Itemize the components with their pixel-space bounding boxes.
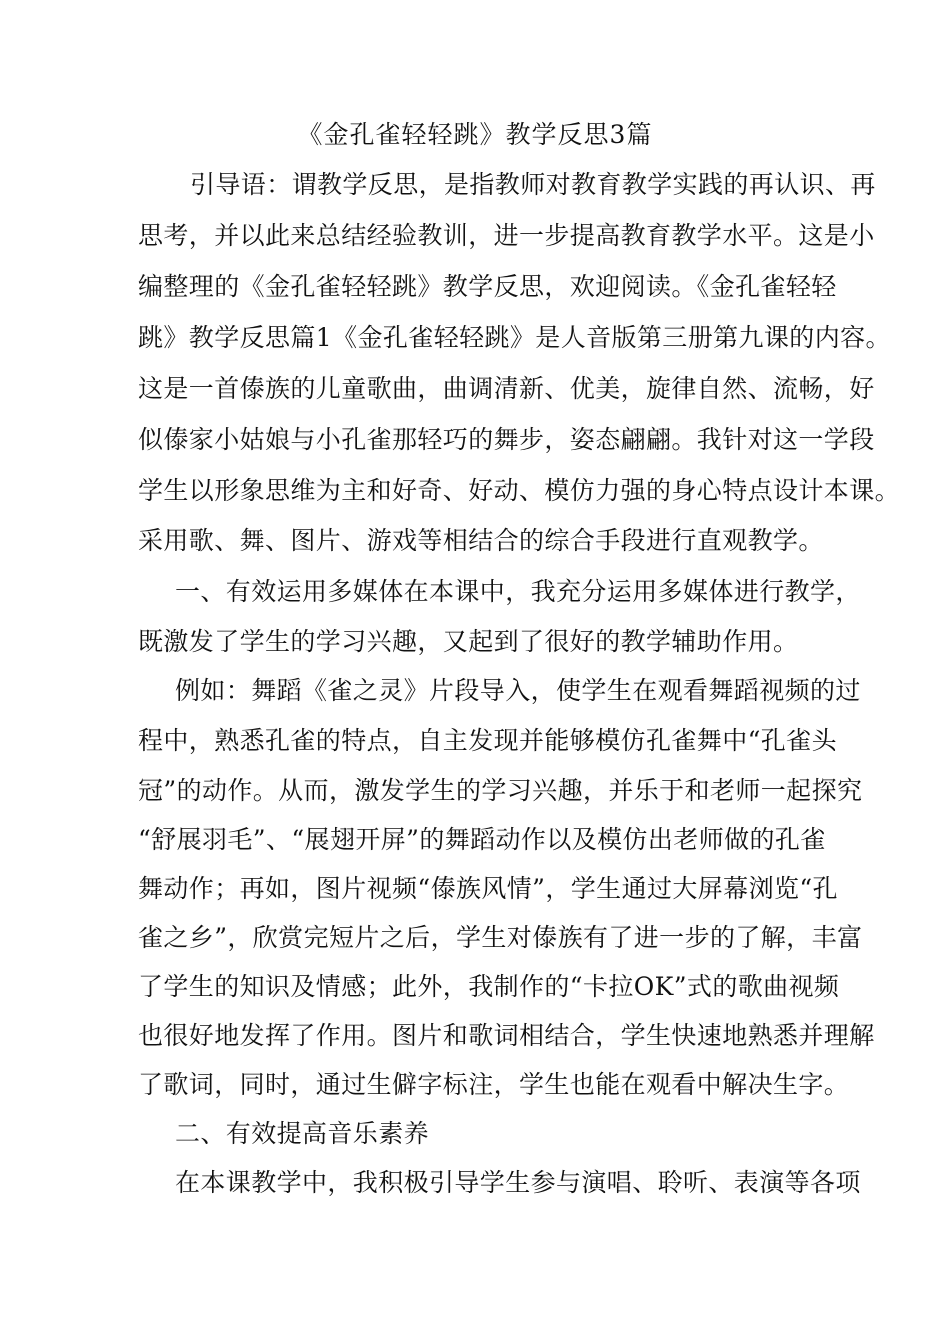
paragraph-line: 一、有效运用多媒体在本课中，我充分运用多媒体进行教学， [175,577,861,606]
paragraph-line: 雀之乡”，欣赏完短片之后，学生对傣族有了进一步的了解，丰富 [138,923,863,952]
paragraph-line: 学生以形象思维为主和好奇、好动、模仿力强的身心特点设计本课。 [138,476,901,505]
paragraph-line: 思考，并以此来总结经验教训，进一步提高教育教学水平。这是小 [138,221,875,250]
paragraph-line: 冠”的动作。从而，激发学生的学习兴趣，并乐于和老师一起探究 [138,776,863,805]
paragraph-line: 了歌词，同时，通过生僻字标注，学生也能在观看中解决生字。 [138,1070,850,1099]
paragraph-line: 既激发了学生的学习兴趣，又起到了很好的教学辅助作用。 [138,627,799,656]
paragraph-line: 舞动作；再如，图片视频“傣族风情”，学生通过大屏幕浏览“孔 [138,874,838,903]
paragraph-line: 程中，熟悉孔雀的特点，自主发现并能够模仿孔雀舞中“孔雀头 [138,726,837,755]
paragraph-line: 也很好地发挥了作用。图片和歌词相结合，学生快速地熟悉并理解 [138,1021,875,1050]
paragraph-line: 采用歌、舞、图片、游戏等相结合的综合手段进行直观教学。 [138,526,824,555]
section-heading: 二、有效提高音乐素养 [175,1119,430,1148]
paragraph-line: 例如：舞蹈《雀之灵》片段导入，使学生在观看舞蹈视频的过 [175,676,861,705]
paragraph-line: 了学生的知识及情感；此外，我制作的“卡拉OK”式的歌曲视频 [138,972,840,1001]
paragraph-line: 跳》教学反思篇1《金孔雀轻轻跳》是人音版第三册第九课的内容。 [138,323,891,352]
document-title: 《金孔雀轻轻跳》教学反思3篇 [297,120,653,149]
paragraph-line: 似傣家小姑娘与小孔雀那轻巧的舞步，姿态翩翩。我针对这一学段 [138,425,875,454]
paragraph-line: “舒展羽毛”、“展翅开屏”的舞蹈动作以及模仿出老师做的孔雀 [138,825,826,854]
paragraph-line: 在本课教学中，我积极引导学生参与演唱、聆听、表演等各项 [175,1168,861,1197]
paragraph-line: 引导语：谓教学反思，是指教师对教育教学实践的再认识、再 [190,170,876,199]
paragraph-line: 这是一首傣族的儿童歌曲，曲调清新、优美，旋律自然、流畅，好 [138,374,875,403]
paragraph-line: 编整理的《金孔雀轻轻跳》教学反思，欢迎阅读。《金孔雀轻轻 [138,272,837,301]
